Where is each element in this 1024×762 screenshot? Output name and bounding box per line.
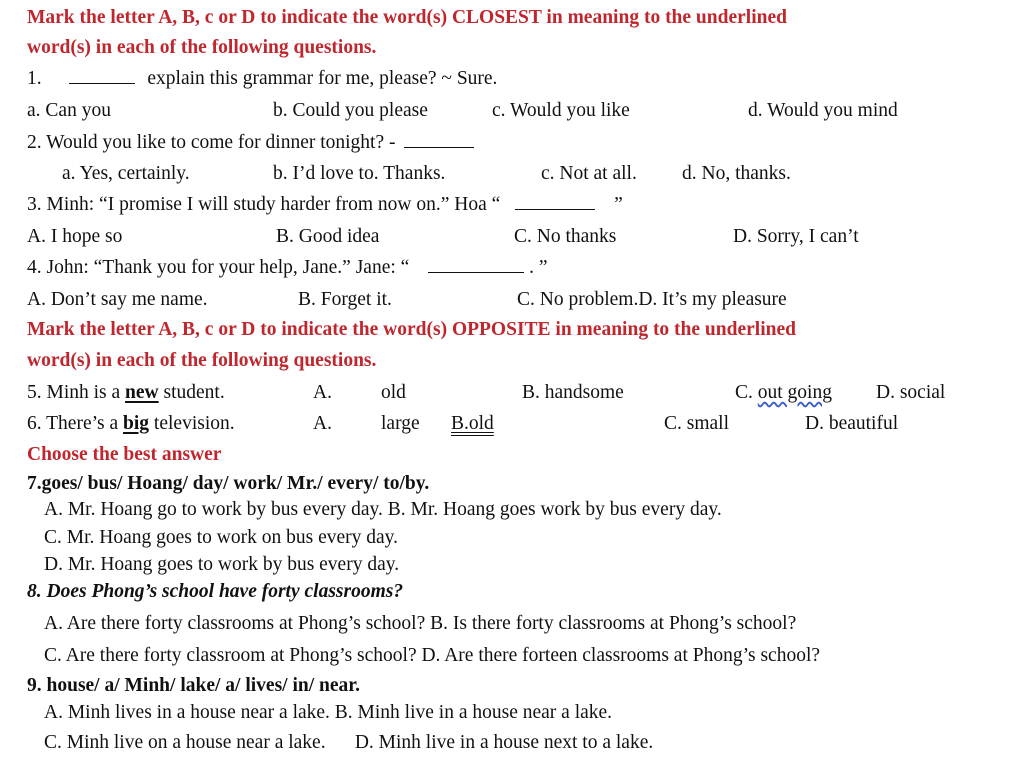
q5-underlined-word: new xyxy=(125,382,159,403)
q5-option-c-word: out going xyxy=(757,382,832,403)
q6-option-c: C. small xyxy=(664,413,730,434)
q6-stem-line xyxy=(27,412,235,436)
q2-blank xyxy=(404,133,474,148)
q4-option-b: B. Forget it. xyxy=(298,289,392,310)
instruction-closest-line1: Mark the letter A, B, c or D to indicate the word(s) CLOSEST in meaning to the underlined xyxy=(27,7,787,28)
q8-stem-text: 8. Does Phong’s school have forty classrooms? xyxy=(27,581,404,602)
q6-option-b: B.old xyxy=(451,413,494,434)
instruction-choose-best: Choose the best answer xyxy=(27,444,222,465)
q1-stem: explain this grammar for me, please? ~ Sure. xyxy=(147,68,498,89)
q1-option-c: c. Would you like xyxy=(492,100,630,121)
q1-option-a: a. Can you xyxy=(27,100,111,121)
q7-option-c: C. Mr. Hoang goes to work on bus every day. xyxy=(44,527,399,548)
q4-stem-line xyxy=(27,256,547,280)
q5-option-c xyxy=(735,381,832,405)
q1-number: 1. xyxy=(27,68,42,89)
q7-options-a-b: A. Mr. Hoang go to work by bus every day. B. Mr. Hoang goes work by bus every day. xyxy=(44,499,722,520)
q2-stem-line xyxy=(27,131,474,155)
q3-stem-line xyxy=(27,193,623,217)
q8-options-c-d: C. Are there forty classroom at Phong’s school? D. Are there forteen classrooms at Phong’s school? xyxy=(44,645,821,666)
q1-blank xyxy=(69,69,135,84)
q3-blank xyxy=(515,195,595,210)
q5-stem-post: student. xyxy=(163,382,225,403)
q5-option-b: B. handsome xyxy=(522,382,624,403)
q6-stem-pre: 6. There’s a xyxy=(27,413,119,434)
q1-option-b: b. Could you please xyxy=(273,100,428,121)
q3-option-d: D. Sorry, I can’t xyxy=(733,226,859,247)
q3-stem: 3. Minh: “I promise I will study harder from now on.” Hoa “ xyxy=(27,194,501,215)
q6-underlined-word: big xyxy=(123,413,150,434)
q6-option-a: large xyxy=(381,413,420,434)
q4-option-a: A. Don’t say me name. xyxy=(27,289,208,310)
q2-option-d: d. No, thanks. xyxy=(682,163,791,184)
q7-option-d: D. Mr. Hoang goes to work by bus every day. xyxy=(44,554,400,575)
q4-blank xyxy=(428,258,524,273)
q1-stem-line xyxy=(27,67,497,91)
q2-option-a: a. Yes, certainly. xyxy=(62,163,190,184)
q4-close-quote: . ” xyxy=(529,257,548,278)
q5-option-a-letter: A. xyxy=(313,382,332,403)
q4-stem: 4. John: “Thank you for your help, Jane.” Jane: “ xyxy=(27,257,410,278)
q8-stem xyxy=(27,580,403,604)
q3-close-quote: ” xyxy=(614,194,623,215)
q2-option-c: c. Not at all. xyxy=(541,163,637,184)
q5-option-d: D. social xyxy=(876,382,946,403)
q9-options-a-b: A. Minh lives in a house near a lake. B. Minh live in a house near a lake. xyxy=(44,702,613,723)
q5-option-c-letter: C. xyxy=(735,382,753,403)
q2-option-b: b. I’d love to. Thanks. xyxy=(273,163,446,184)
q5-stem-pre: 5. Minh is a xyxy=(27,382,121,403)
q6-option-a-letter: A. xyxy=(313,413,332,434)
q5-stem-line xyxy=(27,381,225,405)
q9-stem: 9. house/ a/ Minh/ lake/ a/ lives/ in/ near. xyxy=(27,675,360,696)
q6-stem-post: television. xyxy=(153,413,235,434)
instruction-opposite-line2: word(s) in each of the following questions. xyxy=(27,350,377,371)
q4-option-c-d: C. No problem.D. It’s my pleasure xyxy=(517,289,787,310)
q3-option-b: B. Good idea xyxy=(276,226,380,247)
q8-options-a-b: A. Are there forty classrooms at Phong’s school? B. Is there forty classrooms at Phong’s school? xyxy=(44,613,797,634)
q9-options-c-d: C. Minh live on a house near a lake. D. Minh live in a house next to a lake. xyxy=(44,732,654,753)
instruction-opposite-line1: Mark the letter A, B, c or D to indicate the word(s) OPPOSITE in meaning to the underlined xyxy=(27,319,796,340)
q1-option-d: d. Would you mind xyxy=(748,100,898,121)
q2-stem: 2. Would you like to come for dinner tonight? - xyxy=(27,132,396,153)
instruction-closest-line2: word(s) in each of the following questions. xyxy=(27,37,377,58)
q7-stem: 7.goes/ bus/ Hoang/ day/ work/ Mr./ every/ to/by. xyxy=(27,473,430,494)
q6-option-d: D. beautiful xyxy=(805,413,899,434)
q3-option-a: A. I hope so xyxy=(27,226,123,247)
q5-option-a: old xyxy=(381,382,406,403)
q3-option-c: C. No thanks xyxy=(514,226,617,247)
